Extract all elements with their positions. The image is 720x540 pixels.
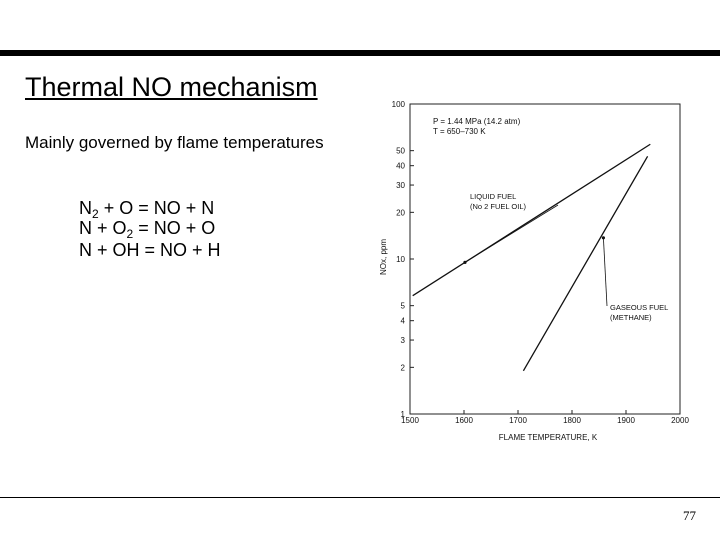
page-number: 77	[683, 508, 696, 523]
y-tick-label: 1	[400, 410, 405, 419]
x-tick-label: 2000	[671, 416, 689, 425]
series-label: LIQUID FUEL	[470, 192, 517, 201]
y-tick-label: 40	[396, 161, 405, 171]
top-divider-bar	[0, 50, 720, 56]
bottom-divider-line	[0, 497, 720, 498]
x-axis-label: FLAME TEMPERATURE, K	[498, 433, 598, 442]
x-tick-label: 1700	[509, 416, 527, 425]
slide-subtitle: Mainly governed by flame temperatures	[25, 133, 324, 152]
equation-subscript: 2	[92, 207, 99, 221]
y-tick-label: 5	[400, 301, 405, 311]
equation-text: N + O	[79, 218, 127, 238]
series-label-arrowhead	[463, 261, 466, 264]
series-label-leader	[603, 238, 607, 306]
slide-title: Thermal NO mechanism	[25, 72, 318, 102]
series-label: (No 2 FUEL OIL)	[470, 202, 526, 211]
y-tick-label: 10	[396, 255, 405, 264]
y-tick-label: 50	[396, 146, 405, 156]
reaction-equation-2	[79, 218, 215, 241]
x-tick-label: 1600	[455, 416, 473, 425]
series-label: GASEOUS FUEL	[610, 303, 669, 312]
equation-text: = NO + O	[133, 218, 216, 238]
x-tick-label: 1800	[563, 416, 581, 425]
series-label: (METHANE)	[610, 313, 652, 322]
x-tick-label: 1900	[617, 416, 635, 425]
pressure-annotation: P = 1.44 MPa (14.2 atm)	[433, 117, 521, 126]
y-tick-label: 100	[391, 100, 405, 109]
nox-vs-flame-temperature-chart	[370, 92, 690, 454]
y-tick-label: 2	[400, 363, 405, 373]
equation-text: + O = NO + N	[98, 198, 215, 218]
series-line	[413, 144, 651, 295]
equation-text: N	[79, 198, 92, 218]
reaction-equation-3	[79, 240, 221, 261]
y-axis-label: NOx, ppm	[379, 238, 388, 276]
y-tick-label: 4	[400, 316, 405, 326]
series-line	[523, 156, 647, 371]
inlet-temperature-annotation: T = 650–730 K	[433, 127, 486, 136]
equation-subscript: 2	[126, 227, 134, 241]
equation-text: N + OH = NO + H	[79, 240, 221, 260]
y-tick-label: 20	[396, 208, 405, 218]
x-tick-label: 1500	[401, 416, 419, 425]
series-label-leader	[465, 205, 558, 262]
y-tick-label: 3	[400, 336, 405, 346]
y-tick-label: 30	[396, 181, 405, 191]
series-label-arrowhead	[602, 236, 605, 239]
